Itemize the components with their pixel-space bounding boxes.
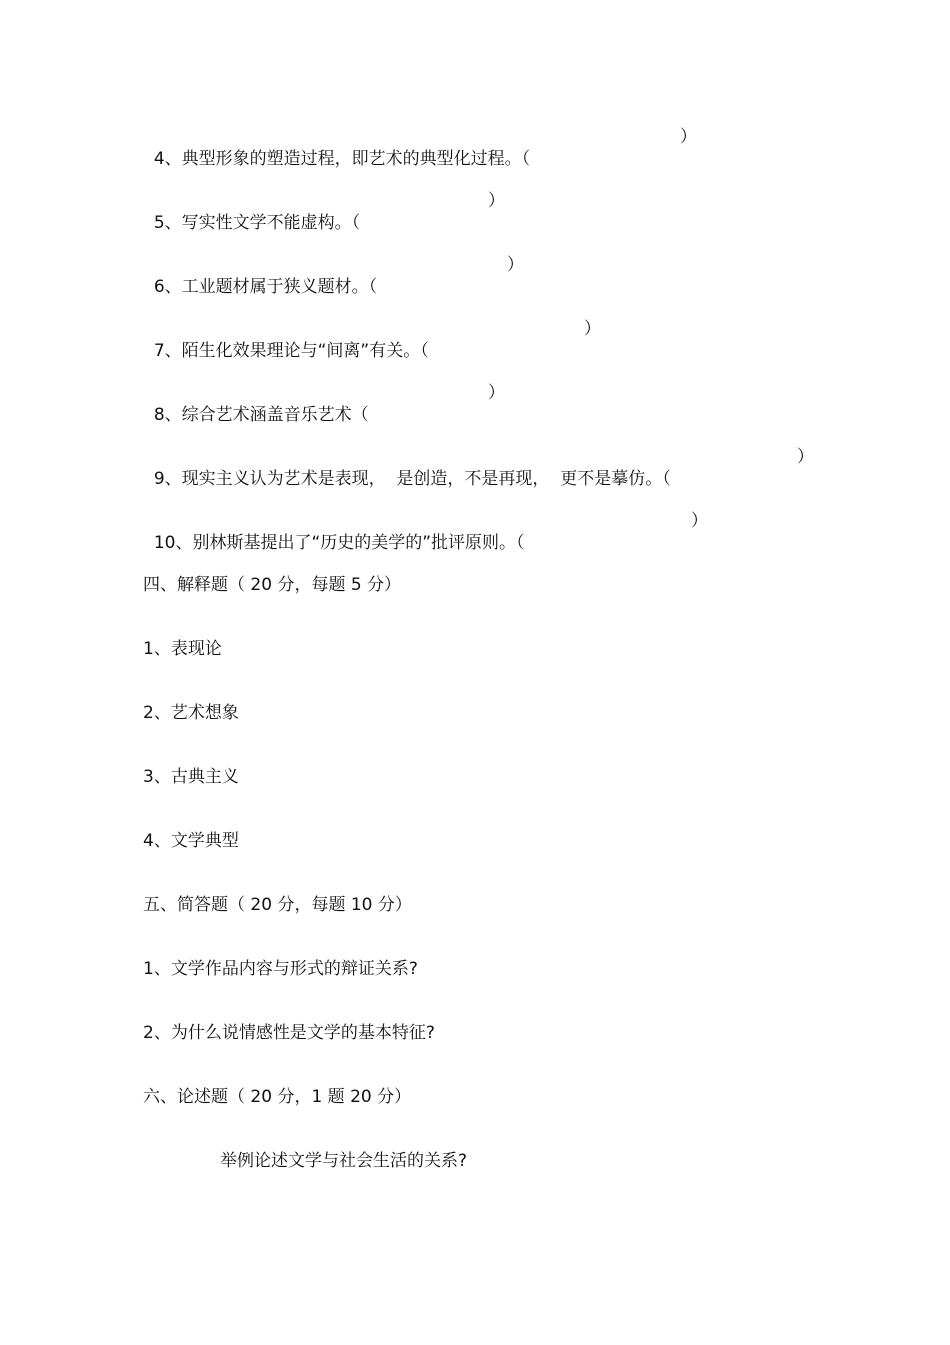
tf-item-7: [143, 318, 429, 362]
section5-item-1: 1、文学作品内容与形式的辩证关系?: [143, 959, 418, 979]
tf-item-7-close: ）: [584, 319, 601, 339]
section6-question: 举例论述文学与社会生活的关系?: [220, 1151, 468, 1171]
tf-item-8-close: ）: [488, 383, 505, 403]
tf-item-5: [143, 190, 360, 234]
section6-heading: 六、论述题（ 20 分，1 题 20 分）: [143, 1087, 412, 1107]
tf-item-5-text: 5、写实性文学不能虚构。（: [153, 213, 361, 233]
section4-item-1: 1、表现论: [143, 639, 222, 659]
tf-item-4: [143, 126, 530, 170]
section4-item-2: 2、艺术想象: [143, 703, 239, 723]
tf-item-4-close: ）: [680, 127, 697, 147]
tf-item-10-text: 10、别林斯基提出了“历史的美学的”批评原则。（: [153, 533, 525, 553]
tf-item-9: [143, 446, 671, 490]
section5-item-2: 2、为什么说情感性是文学的基本特征?: [143, 1023, 435, 1043]
tf-item-4-text: 4、典型形象的塑造过程，即艺术的典型化过程。（: [153, 149, 531, 169]
tf-item-6: [143, 254, 377, 298]
section4-item-3: 3、古典主义: [143, 767, 239, 787]
tf-item-10: [143, 510, 525, 554]
tf-item-7-text: 7、陌生化效果理论与“间离”有关。（: [153, 341, 429, 361]
section4-item-4: 4、文学典型: [143, 831, 239, 851]
tf-item-8-text: 8、综合艺术涵盖音乐艺术（: [153, 405, 369, 425]
tf-item-5-close: ）: [488, 191, 505, 211]
tf-item-10-close: ）: [691, 511, 708, 531]
tf-item-9-close: ）: [797, 447, 814, 467]
section4-heading: 四、解释题（ 20 分，每题 5 分）: [143, 575, 402, 595]
tf-item-6-close: ）: [507, 255, 524, 275]
tf-item-8: [143, 382, 369, 426]
tf-item-9-text: 9、现实主义认为艺术是表现， 是创造，不是再现， 更不是摹仿。（: [153, 469, 671, 489]
tf-item-6-text: 6、工业题材属于狭义题材。（: [153, 277, 378, 297]
section5-heading: 五、简答题（ 20 分，每题 10 分）: [143, 895, 412, 915]
